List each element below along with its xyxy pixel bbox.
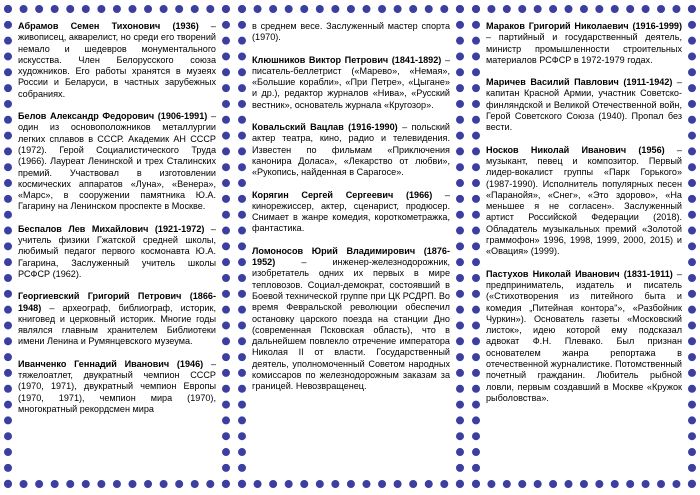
person-name: Иванченко Геннадий Иванович (1946): [18, 358, 204, 369]
bio-text: – тяжелоатлет, двукратный чемпион СССР (1970, 1971), двукратный чемпион Европы (1970, 1971), чемпион мира (1970), многократный рекордсмен мира: [18, 358, 216, 414]
column-2: [238, 5, 464, 488]
person-name: Абрамов Семен Тихонович (1936): [18, 21, 199, 31]
bio-entry: [486, 269, 682, 405]
bio-entry: [18, 111, 216, 213]
bio-entry: [252, 190, 450, 235]
bio-text: – археограф, библиограф, историк, книговед и церковный историк. Многие годы являлся главным хранителем Библиотеки имени Ленина и Румянцевского музеума.: [18, 302, 216, 347]
person-name: Ломоносов Юрий Владимирович (1876-1952): [252, 245, 450, 268]
bio-text: – партийный и государственный деятель, министр промышленности строительных материалов РСФСР в 1972-1979 годах.: [486, 32, 682, 65]
bio-text: в среднем весе. Заслуженный мастер спорта (1970).: [252, 21, 450, 43]
bio-entry: [486, 77, 682, 133]
person-name: Клюшников Виктор Петрович (1841-1892): [252, 54, 442, 65]
bio-entry: [486, 21, 682, 66]
person-name: Беспалов Лев Михайлович (1921-1972): [18, 223, 205, 234]
person-name: Мараков Григорий Николаевич (1916-1999): [486, 21, 682, 31]
column-1: [4, 5, 230, 488]
bio-entry-continued: [252, 21, 450, 44]
bio-entry: [252, 55, 450, 111]
person-name: Белов Александр Федорович (1906-1991): [18, 111, 208, 122]
bio-text: – живописец, акварелист, но среди его творений немало и шедевров монументального искусства. Член Белорусского союза художников. Его работы хранятся в музеях России и Беларуси, в частных зарубежных собраниях.: [18, 21, 216, 99]
bio-text: – польский актер театра, кино, радио и телевидения. Известен по фильмам «Приключения канонира Доласа», «Лекарство от любви», «Рукопись, найденная в Сарагосе».: [252, 122, 450, 178]
person-name: Корягин Сергей Сергеевич (1966): [252, 189, 433, 200]
bio-text: – учитель физики Гжатской средней школы, любимый педагог первого космонавта Ю.А. Гагарина, Заслуженный учитель школы РСФСР (1962).: [18, 223, 216, 279]
bio-entry: [486, 145, 682, 258]
bio-entry: [18, 359, 216, 415]
bio-entry: [18, 291, 216, 347]
bio-text: – инженер-железнодорожник, изобретатель одних их первых в мире тепловозов. Социал-демократ, состоявший в Боевой технической группе при ЦК РСДРП. Во время Февральской революции обеспечил остановку царского поезда на станции Дно (современная Псковская область), что в дальнейшем повлекло отречение императора Николая II от власти. Государственный деятель, уполномоченный Советом народных комиссаров по железнодорожным заказам за границей. Невозвращенец.: [252, 257, 450, 392]
bio-entry: [252, 246, 450, 393]
bio-entry: [18, 21, 216, 100]
person-name: Маричев Василий Павлович (1911-1942): [486, 77, 673, 88]
person-name: Пастухов Николай Иванович (1831-1911): [486, 268, 673, 279]
bio-entry: [18, 224, 216, 280]
bio-text: – капитан Красной Армии, участник Советско-финляндской и Великой Отечественной войн, Герой Советского Союза (1940). Пропал без вести.: [486, 77, 682, 133]
bio-text: – писатель-беллетрист («Марево», «Немая», «Большие корабли», «При Петре», «Цыгане» и др.), редактор журналов «Нива», «Русский вестник», основатель журнала «Кругозор».: [252, 54, 451, 110]
person-name: Носков Николай Иванович (1956): [486, 144, 665, 155]
bio-text: – один из основоположников металлургии легких сплавов в СССР. Академик АН СССР (1972). Герой Социалистического Труда (1966). Лауреат Ленинской и трех Сталинских премий. Участвовал в изготовлении космических аппаратов «Луна», «Венера», «Марс», в сооружении памятника Ю.А. Гагарину на Ленинском проспекте в Москве.: [18, 111, 216, 212]
bio-text: – музыкант, певец и композитор. Первый лидер-вокалист группы «Парк Горького» (1987-1990). Исполнитель популярных песен «Паранойя», «Снег», «Это здорово», «На меньшее я не согласен». Заслуженный артист Российской Федерации (2018). Обладатель музыкальных премий «Золотой граммофон» 1996, 1998, 1999, 2000, 2015) и «Овация» (1999).: [486, 144, 682, 257]
bio-text: – кинорежиссер, актер, сценарист, продюсер. Снимает в жанре комедия, короткометражка, фантастика.: [252, 189, 450, 234]
bio-entry: [252, 122, 450, 178]
person-name: Ковальский Вацлав (1916-1990): [252, 122, 398, 133]
column-3: [472, 5, 696, 488]
person-name: Георгиевский Григорий Петрович (1866-1948): [18, 291, 216, 313]
bio-text: – предприниматель, издатель и писатель («Стихотворения из питейного быта и комедия „Питейная контора"», «Разбойник Чуркин»). Основатель газеты «Московский листок», идею которой ему подсказал адвокат Ф.Н. Плевако. Был признан основателем жанра репортажа в отечественной журналистике. Потомственный почетный гражданин. Любитель рыбной ловли, первым создавший в Москве «Кружок рыболовства».: [486, 268, 682, 403]
